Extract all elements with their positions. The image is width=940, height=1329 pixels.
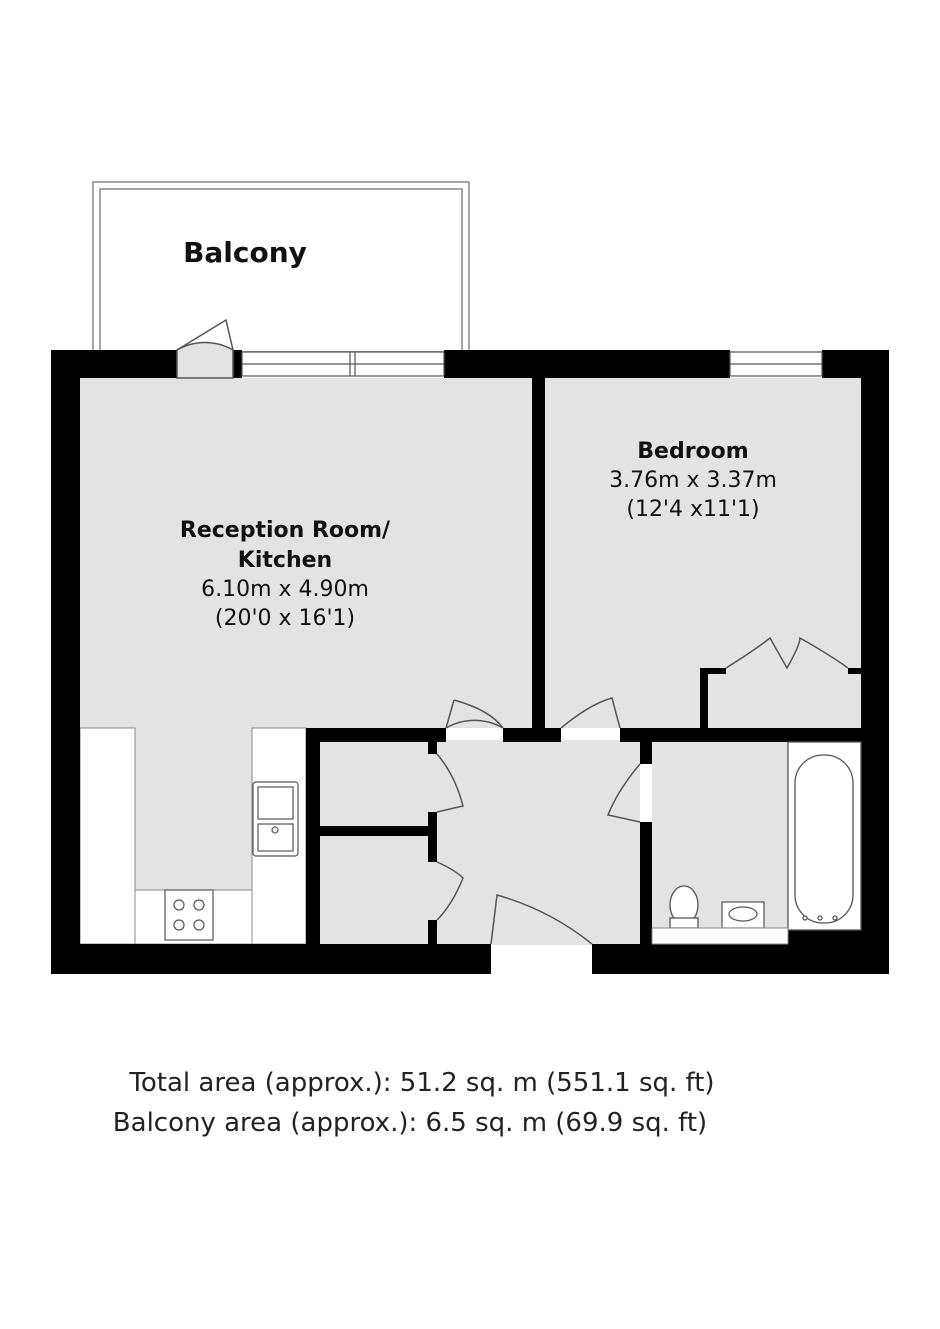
total-area: Total area (approx.): 51.2 sq. m (551.1 sq. ft) (129, 1068, 715, 1098)
hob (165, 890, 213, 940)
bedroom-imperial: (12'4 x11'1) (626, 497, 760, 522)
balcony-door (177, 342, 233, 378)
reception-metric: 6.10m x 4.90m (201, 577, 369, 602)
reception-name-line2: Kitchen (237, 548, 333, 573)
bedroom-name: Bedroom (637, 439, 749, 464)
bedroom-metric: 3.76m x 3.37m (609, 468, 777, 493)
reception-name-line1: Reception Room/ (179, 518, 391, 543)
hall-floor (432, 740, 640, 945)
kitchen-sink (253, 782, 298, 856)
cupboard-upper-floor (320, 742, 432, 828)
cupboard-lower-floor (320, 836, 432, 945)
kitchen-counter-left (80, 728, 135, 944)
bath (788, 742, 861, 930)
balcony-area: Balcony area (approx.): 6.5 sq. m (69.9 sq. ft) (112, 1108, 708, 1138)
reception-imperial: (20'0 x 16'1) (214, 606, 356, 631)
basin (722, 902, 764, 928)
bathroom-ledge (652, 928, 788, 944)
toilet (670, 886, 698, 928)
balcony-label: Balcony (183, 236, 307, 269)
reception-floor-lower (135, 728, 252, 890)
